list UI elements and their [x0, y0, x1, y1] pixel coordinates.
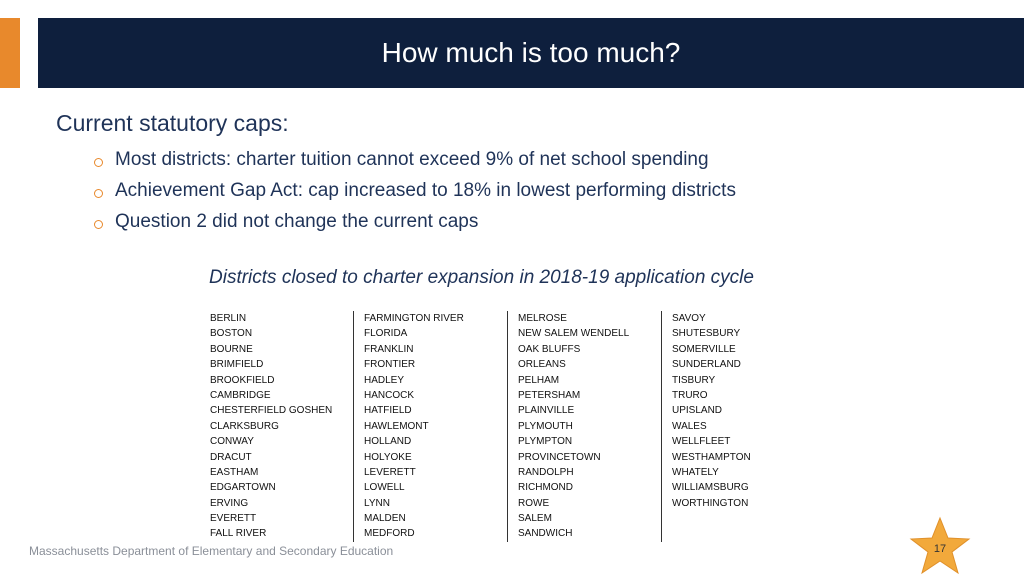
- district-item: PLYMOUTH: [518, 420, 573, 432]
- district-item: LOWELL: [364, 482, 405, 494]
- district-item: EVERETT: [210, 513, 257, 525]
- district-item: PLYMPTON: [518, 436, 573, 448]
- heading: Current statutory caps:: [56, 110, 289, 136]
- district-item: FLORIDA: [364, 328, 408, 340]
- district-item: CONWAY: [210, 436, 254, 448]
- district-item: NEW SALEM WENDELL: [518, 328, 630, 340]
- district-column-4: [672, 311, 825, 542]
- district-item: SANDWICH: [518, 528, 573, 540]
- district-item: LYNN: [364, 497, 390, 509]
- district-item: MELROSE: [518, 313, 567, 324]
- bullet-item: [94, 175, 736, 206]
- district-item: BOSTON: [210, 328, 253, 340]
- district-item: LEVERETT: [364, 466, 416, 478]
- district-item: RICHMOND: [518, 482, 573, 494]
- district-item: PELHAM: [518, 374, 560, 386]
- district-item: FRONTIER: [364, 359, 416, 371]
- district-item: TRURO: [672, 389, 708, 401]
- district-column-1: [210, 311, 354, 542]
- district-columns: [210, 311, 825, 542]
- district-item: ORLEANS: [518, 359, 566, 371]
- district-item: PETERSHAM: [518, 389, 581, 401]
- bullet-circle-icon: [94, 189, 103, 198]
- district-item: HADLEY: [364, 374, 405, 386]
- bullet-text: Achievement Gap Act: cap increased to 18% in lowest performing districts: [115, 179, 736, 201]
- bullet-item: [94, 144, 736, 175]
- district-item: HOLLAND: [364, 436, 412, 448]
- district-item: SHUTESBURY: [672, 328, 741, 340]
- district-item: HANCOCK: [364, 389, 415, 401]
- district-item: BROOKFIELD: [210, 374, 275, 386]
- district-item: BRIMFIELD: [210, 359, 264, 371]
- district-item: ROWE: [518, 497, 550, 509]
- district-item: SALEM: [518, 513, 552, 525]
- bullet-item: [94, 206, 736, 237]
- district-item: HAWLEMONT: [364, 420, 429, 432]
- bullet-list: [94, 144, 736, 237]
- title-bar: [38, 18, 1024, 88]
- district-item: HATFIELD: [364, 405, 412, 417]
- district-item: WHATELY: [672, 466, 719, 478]
- district-item: PROVINCETOWN: [518, 451, 601, 463]
- bullet-text: Question 2 did not change the current caps: [115, 210, 479, 232]
- district-item: OAK BLUFFS: [518, 343, 581, 355]
- district-item: DRACUT: [210, 451, 252, 463]
- district-item: WELLFLEET: [672, 436, 731, 448]
- district-item: MALDEN: [364, 513, 406, 525]
- district-item: FRANKLIN: [364, 343, 414, 355]
- district-item: FALL RIVER: [210, 528, 267, 540]
- district-item: EDGARTOWN: [210, 482, 276, 494]
- districts-subtitle: Districts closed to charter expansion in 2018-19 application cycle: [209, 267, 754, 288]
- accent-bar: [0, 18, 20, 88]
- slide-title: How much is too much?: [381, 37, 681, 68]
- page-number: 17: [933, 543, 947, 555]
- district-item: CAMBRIDGE: [210, 389, 271, 401]
- district-item: WORTHINGTON: [672, 497, 749, 509]
- district-item: UPISLAND: [672, 405, 723, 417]
- footer-text: Massachusetts Department of Elementary and Secondary Education: [29, 544, 394, 558]
- district-item: FARMINGTON RIVER: [364, 313, 464, 324]
- district-column-3: [518, 311, 662, 542]
- district-item: EASTHAM: [210, 466, 259, 478]
- district-item: WESTHAMPTON: [672, 451, 751, 463]
- district-item: HOLYOKE: [364, 451, 412, 463]
- district-item: WALES: [672, 420, 707, 432]
- district-item: TISBURY: [672, 374, 716, 386]
- district-item: RANDOLPH: [518, 466, 574, 478]
- district-column-2: [364, 311, 508, 542]
- bullet-circle-icon: [94, 220, 103, 229]
- district-item: CHESTERFIELD GOSHEN: [210, 405, 333, 417]
- district-item: MEDFORD: [364, 528, 415, 540]
- district-item: WILLIAMSBURG: [672, 482, 749, 494]
- district-item: SUNDERLAND: [672, 359, 741, 371]
- district-item: BOURNE: [210, 343, 253, 355]
- district-item: SOMERVILLE: [672, 343, 736, 355]
- district-item: SAVOY: [672, 313, 706, 324]
- district-item: PLAINVILLE: [518, 405, 575, 417]
- district-item: BERLIN: [210, 313, 247, 324]
- bullet-circle-icon: [94, 158, 103, 167]
- district-item: CLARKSBURG: [210, 420, 279, 432]
- district-item: ERVING: [210, 497, 249, 509]
- bullet-text: Most districts: charter tuition cannot exceed 9% of net school spending: [115, 148, 709, 170]
